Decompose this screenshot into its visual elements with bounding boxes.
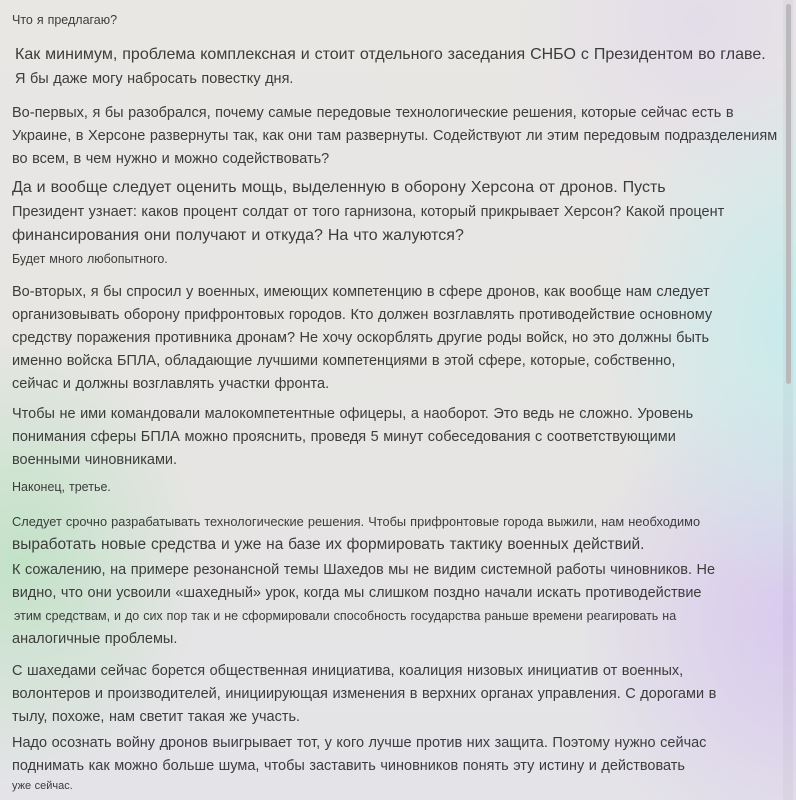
text-line: сейчас и должны возглавлять участки фронта. [12, 376, 330, 392]
paragraph-question [12, 11, 117, 30]
text-line: К сожалению, на примере резонансной темы Шахедов мы не видим системной работы чиновников. Не [12, 562, 716, 578]
text-line: волонтеров и производителей, инициирующая изменения в верхних органах управления. С дорогами в [12, 686, 717, 702]
text-line: Я бы даже могу набросать повестку дня. [15, 71, 294, 87]
text-line: выработать новые средства и уже на базе их формировать тактику военных действий. [12, 536, 645, 553]
text-line: Что я предлагаю? [12, 13, 118, 27]
text-line: военными чиновниками. [12, 452, 178, 468]
text-line: средству поражения противника дронам? Не хочу оскорблять другие роды войск, но это должны быть [12, 330, 710, 346]
text-line: организовывать оборону прифронтовых городов. Кто должен возглавлять противодействие основному [12, 307, 713, 323]
text-line: финансирования они получают и откуда? На что жалуются? [12, 227, 464, 244]
paragraph-officers [12, 403, 693, 472]
paragraph-second [12, 281, 712, 396]
vertical-scrollbar[interactable] [783, 0, 793, 800]
text-line: тылу, похоже, нам светит такая же участь. [12, 709, 301, 725]
text-line: Как минимум, проблема комплексная и стоит отдельного заседания СНБО с Президентом во главе. [15, 46, 766, 63]
paragraph-kherson-defense [12, 176, 724, 248]
text-line: Во-первых, я бы разобрался, почему самые передовые технологические решения, которые сейчас есть в [12, 105, 734, 121]
text-line: Будет много любопытного. [12, 252, 168, 266]
text-line: аналогичные проблемы. [12, 631, 178, 647]
text-line: видно, что они усвоили «шахедный» урок, когда мы слишком поздно начали искать противодействие [12, 585, 702, 601]
text-line: именно войска БПЛА, обладающие лучшими компетенциями в этой сфере, которые, собственно, [12, 353, 676, 369]
paragraph-minimum [15, 43, 766, 91]
text-line: Во-вторых, я бы спросил у военных, имеющих компетенцию в сфере дронов, как вообще нам следует [12, 284, 710, 300]
paragraph-tech-solutions [12, 510, 700, 556]
text-line: Чтобы не ими командовали малокомпетентные офицеры, а наоборот. Это ведь не сложно. Уровень [12, 406, 694, 422]
scrollbar-thumb[interactable] [786, 4, 791, 384]
text-line: уже сейчас. [12, 780, 73, 792]
paragraph-first [12, 102, 777, 171]
text-line: этим средствам, и до сих пор так и не сформировали способность государства раньше времени реагировать на [14, 609, 677, 623]
paragraph-third-heading [12, 478, 111, 497]
text-line: во всем, в чем нужно и можно содействовать? [12, 151, 330, 167]
paragraph-shahed-lesson [12, 559, 715, 651]
paragraph-drone-war [12, 732, 706, 795]
text-line: Да и вообще следует оценить мощь, выделенную в оборону Херсона от дронов. Пусть [12, 179, 666, 196]
text-line: Украине, в Херсоне развернуты так, как они там развернуты. Содействуют ли этим передовым подразделениям [12, 128, 778, 144]
text-line: Наконец, третье. [12, 480, 111, 494]
text-line: Надо осознать войну дронов выигрывает тот, у кого лучше против них защита. Поэтому нужно сейчас [12, 735, 707, 751]
text-line: Следует срочно разрабатывать технологические решения. Чтобы прифронтовые города выжили, нам необходимо [12, 514, 701, 529]
paragraph-curious [12, 250, 168, 269]
text-line: понимания сферы БПЛА можно прояснить, проведя 5 минут собеседования с соответствующими [12, 429, 676, 445]
text-line: Президент узнает: каков процент солдат от того гарнизона, который прикрывает Херсон? Какой процент [12, 204, 725, 220]
paragraph-public-initiative [12, 660, 716, 729]
text-line: С шахедами сейчас борется общественная инициатива, коалиция низовых инициатив от военных, [12, 663, 684, 679]
text-line: поднимать как можно больше шума, чтобы заставить чиновников понять эту истину и действовать [12, 758, 685, 774]
